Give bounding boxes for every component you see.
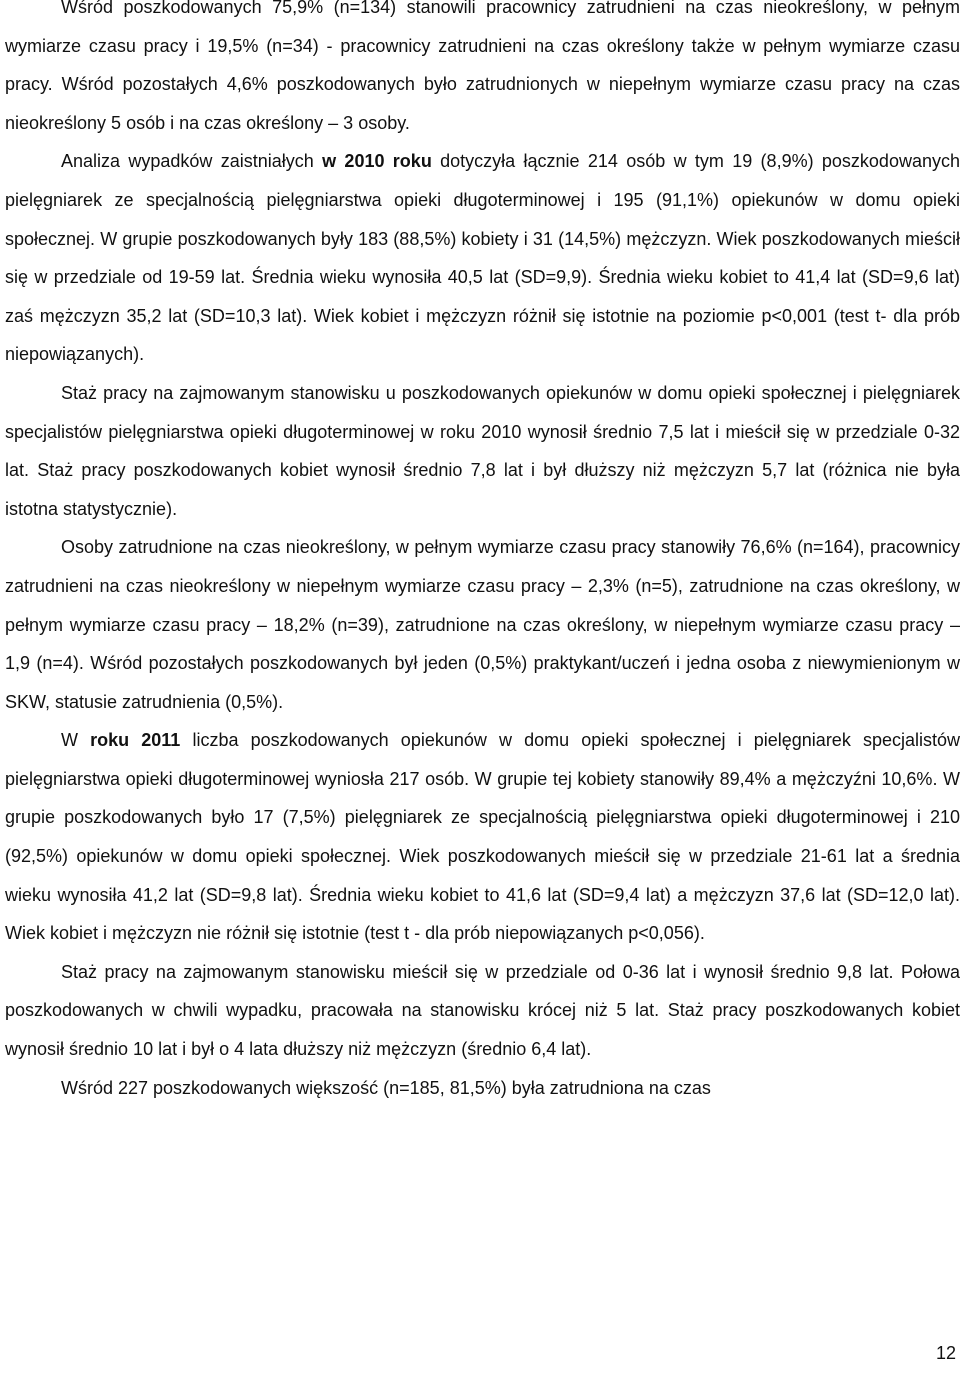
text-segment: W [61,730,91,751]
text-segment: Osoby zatrudnione na czas nieokreślony, w pełnym wymiarze czasu pracy stanowiły 76,6% (n=164), pracownicy zatrudnieni na czas nieokreślony w niepełnym wymiarze czasu pracy – 2,3% (n=5), zatrudnione na czas określony, w pełnym wymiarze czasu pracy – 18,2% (n=39), zatrudnione na czas określony, w niepełnym wymiarze czasu pracy – 1,9 (n=4). Wśród pozostałych poszkodowanych był jeden (0,5%) praktykant/uczeń i jedna osoba z niewymienionym w SKW, statusie zatrudnienia (0,5%). [5,537,960,712]
text-segment: Wśród 227 poszkodowanych większość (n=185, 81,5%) była zatrudniona na czas [61,1077,711,1098]
text-segment: liczba poszkodowanych opiekunów w domu opieki społecznej i pielęgniarek specjalistów pielęgniarstwa opieki długoterminowej wyniosła 217 osób. W grupie tej kobiety stanowiły 89,4% a mężczyźni 10,6%. W grupie poszkodowanych było 17 (7,5%) pielęgniarek ze specjalnością pielęgniarstwa opieki długoterminowej i 210 (92,5%) opiekunów w domu opieki społecznej. Wiek poszkodowanych mieścił się w przedziale 21-61 lat a średnia wieku wynosiła 41,2 lat (SD=9,8 lat). Średnia wieku kobiet to 41,6 lat (SD=9,4 lat) a mężczyzn 37,6 lat (SD=12,0 lat). Wiek kobiet i mężczyzn nie różnił się istotnie (test t - dla prób niepowiązanych p<0,056). [5,730,960,944]
paragraph-1 [5,0,960,142]
text-segment: Staż pracy na zajmowanym stanowisku mieścił się w przedziale od 0-36 lat i wynosił średnio 9,8 lat. Połowa poszkodowanych w chwili wypadku, pracowała na stanowisku krócej niż 5 lat. Staż pracy poszkodowanych kobiet wynosił średnio 10 lat i był o 4 lata dłuższy niż mężczyzn (średnio 6,4 lat). [5,961,960,1060]
paragraph-7 [5,1069,960,1108]
text-segment: dotyczyła łącznie 214 osób w tym 19 (8,9%) poszkodowanych pielęgniarek ze specjalnością pielęgniarstwa opieki długoterminowej i 195 (91,1%) opiekunów w domu opieki społecznej. W grupie poszkodowanych były 183 (88,5%) kobiety i 31 (14,5%) mężczyzn. Wiek poszkodowanych mieścił się w przedziale od 19-59 lat. Średnia wieku wynosiła 40,5 lat (SD=9,9). Średnia wieku kobiet to 41,4 lat (SD=9,6 lat) zaś mężczyzn 35,2 lat (SD=10,3 lat). Wiek kobiet i mężczyzn różnił się istotnie na poziomie p<0,001 (test t- dla prób niepowiązanych). [5,151,960,365]
paragraph-2 [5,142,960,374]
bold-text-segment: roku 2011 [90,730,181,751]
paragraph-6 [5,953,960,1069]
text-segment: Analiza wypadków zaistniałych [61,151,323,172]
paragraph-4 [5,528,960,721]
page-number: 12 [935,1343,956,1363]
body-text [5,0,960,1107]
paragraph-3 [5,374,960,528]
text-segment: Wśród poszkodowanych 75,9% (n=134) stanowili pracownicy zatrudnieni na czas nieokreślony, w pełnym wymiarze czasu pracy i 19,5% (n=34) - pracownicy zatrudnieni na czas określony także w pełnym wymiarze czasu pracy. Wśród pozostałych 4,6% poszkodowanych było zatrudnionych w niepełnym wymiarze czasu pracy na czas nieokreślony 5 osób i na czas określony – 3 osoby. [5,0,960,133]
bold-text-segment: w 2010 roku [322,151,432,172]
text-segment: Staż pracy na zajmowanym stanowisku u poszkodowanych opiekunów w domu opieki społecznej i pielęgniarek specjalistów pielęgniarstwa opieki długoterminowej w roku 2010 wynosił średnio 7,5 lat i mieścił się w przedziale 0-32 lat. Staż pracy poszkodowanych kobiet wynosił średnio 7,8 lat i był dłuższy niż mężczyzn 5,7 lat (różnica nie była istotna statystycznie). [5,382,960,519]
paragraph-5 [5,721,960,953]
